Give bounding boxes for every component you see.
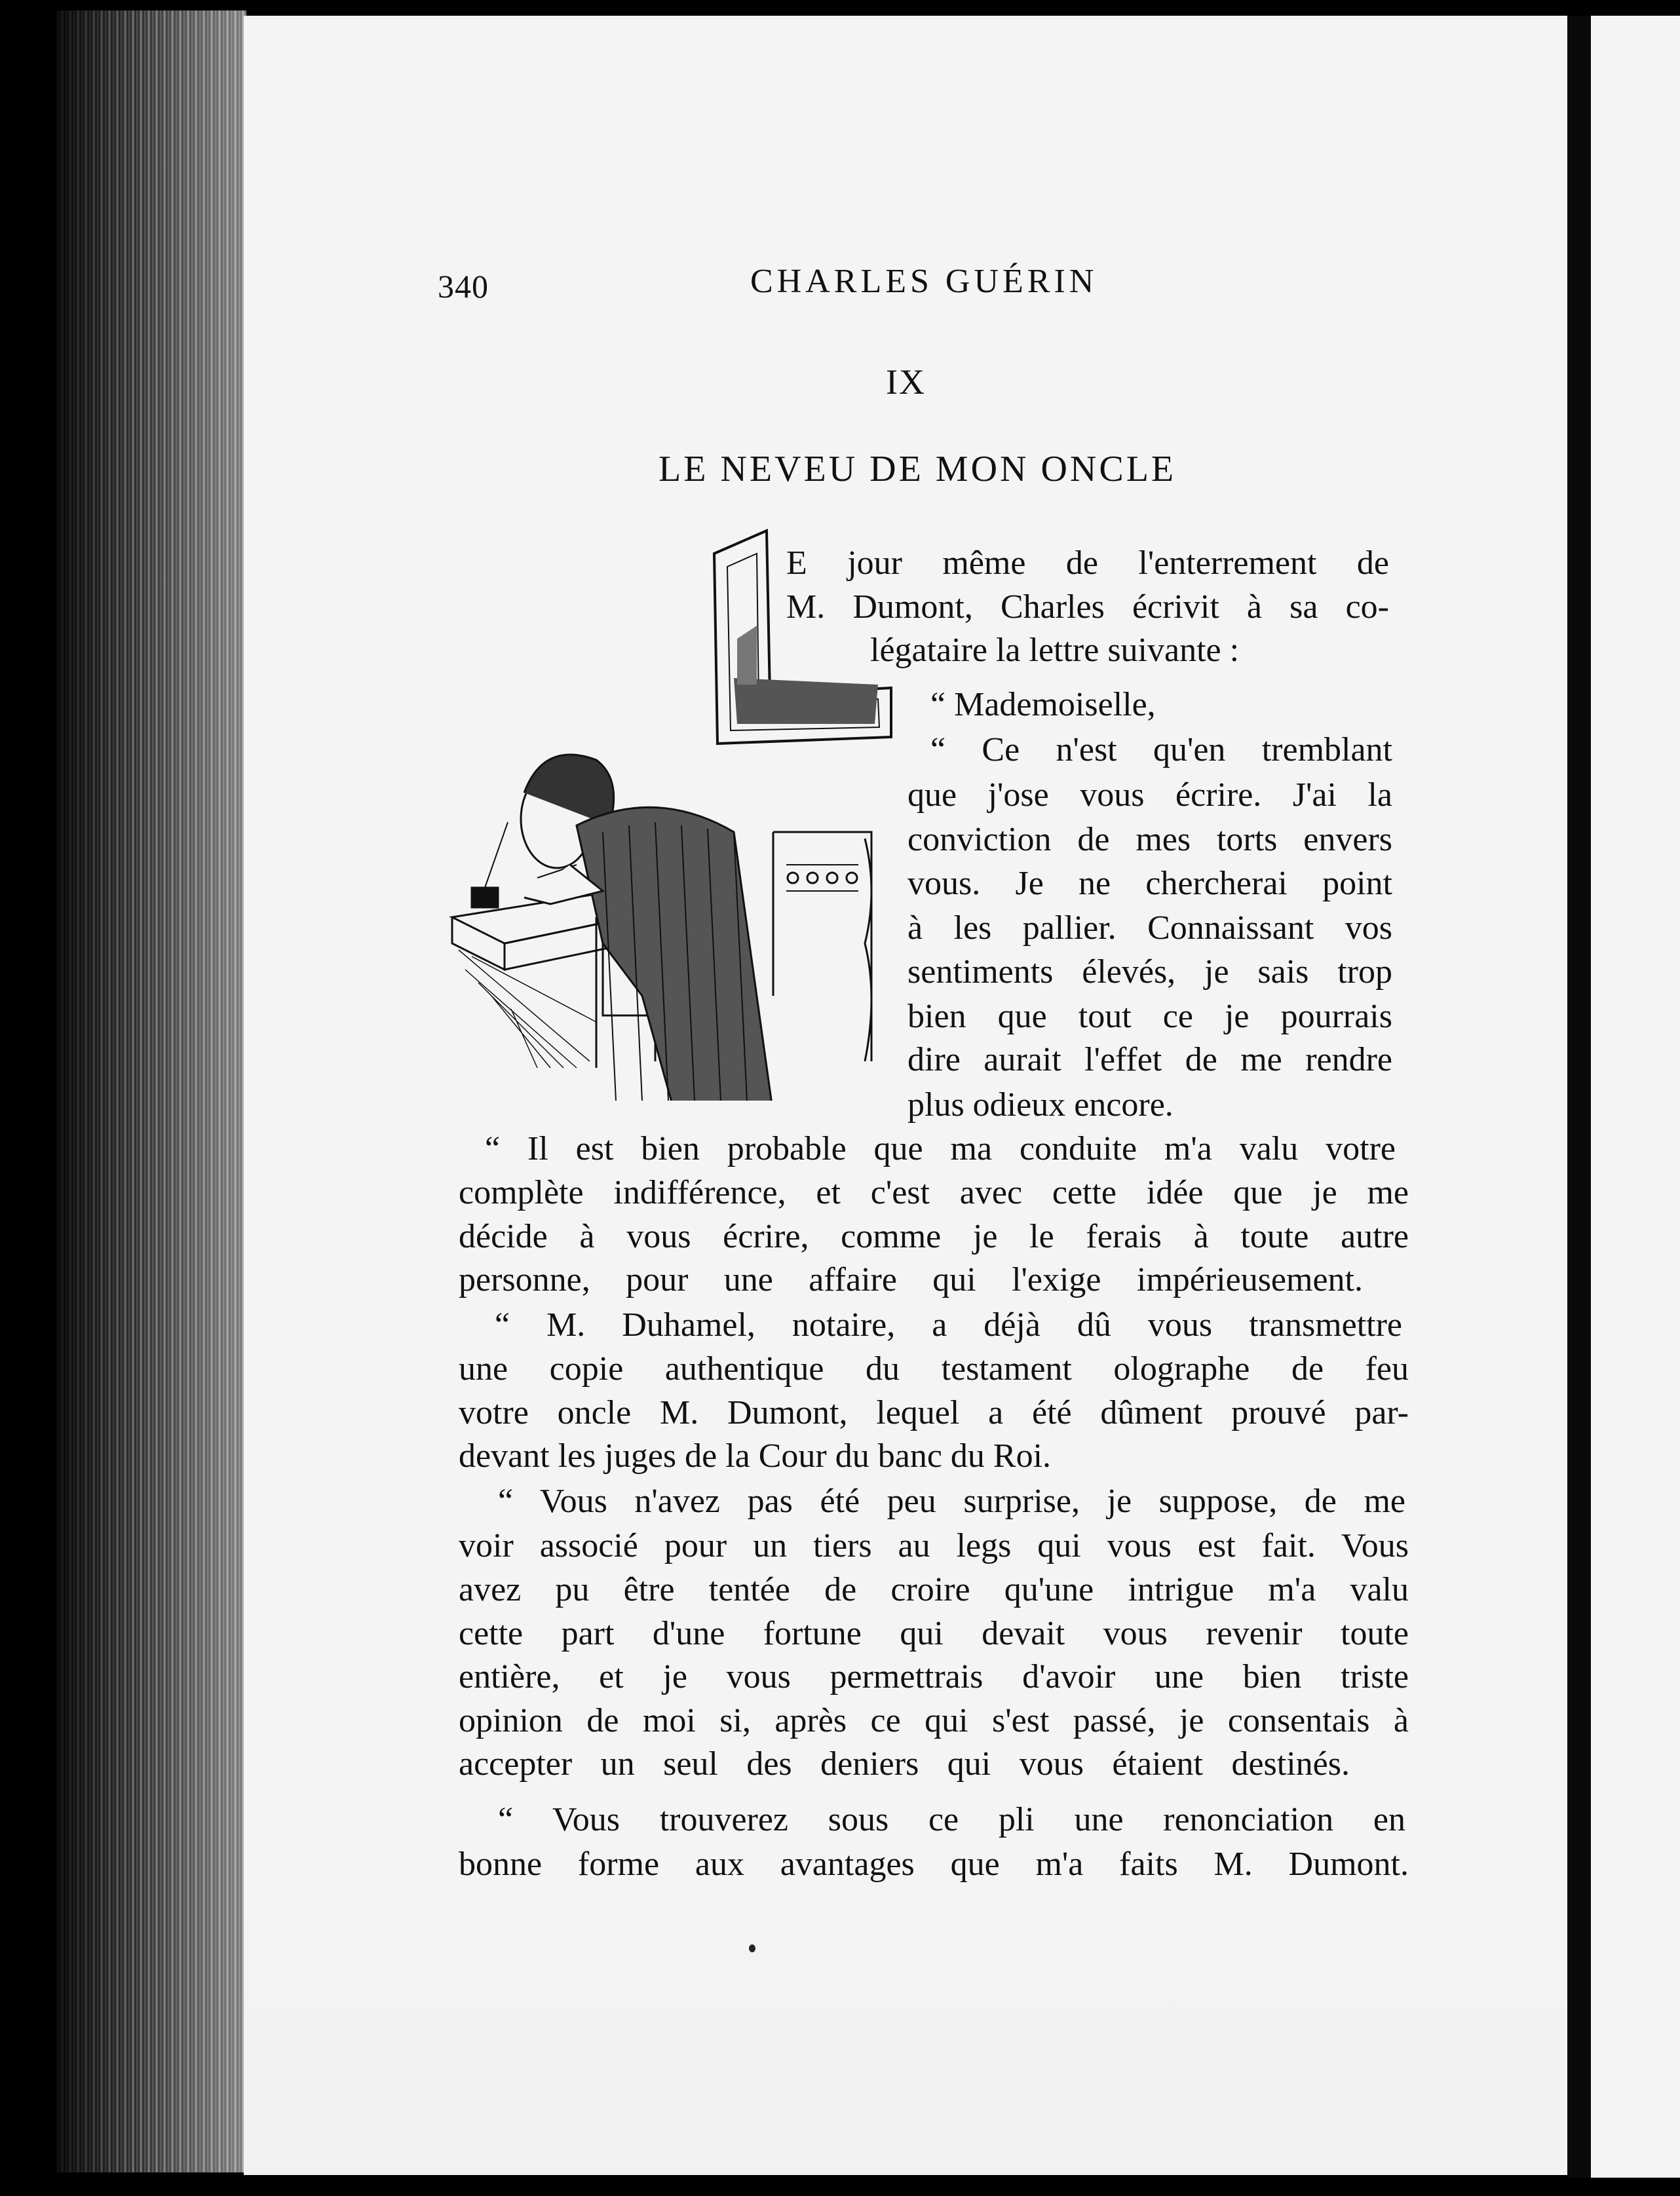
page-number: 340 [438, 268, 489, 305]
text-line: plus odieux encore. [907, 1086, 1174, 1124]
text-line: bien que tout ce je pourrais [907, 998, 1392, 1035]
running-title: CHARLES GUÉRIN [750, 263, 1098, 300]
text-line: vous. Je ne chercherai point [907, 865, 1392, 902]
facing-page-edge [1591, 16, 1680, 2178]
text-line: une copie authentique du testament olographe de feu [459, 1350, 1409, 1388]
text-line: “ Ce n'est qu'en tremblant [930, 731, 1392, 768]
text-line: “ Il est bien probable que ma conduite m'a valu votre [485, 1130, 1396, 1167]
text-line: avez pu être tentée de croire qu'une intrigue m'a valu [459, 1571, 1409, 1608]
book-gutter [1567, 16, 1591, 2178]
text-line: “ M. Duhamel, notaire, a déjà dû vous transmettre [495, 1306, 1402, 1344]
text-line: “ Mademoiselle, [930, 686, 1156, 723]
chapter-number: IX [886, 362, 926, 402]
text-line: opinion de moi si, après ce qui s'est passé, je consentais à [459, 1702, 1409, 1739]
text-line: à les pallier. Connaissant vos [907, 909, 1392, 947]
text-line: votre oncle M. Dumont, lequel a été dûment prouvé par- [459, 1394, 1409, 1431]
text-line: “ Vous n'avez pas été peu surprise, je suppose, de me [498, 1483, 1405, 1520]
text-line: personne, pour une affaire qui l'exige impérieusement. [459, 1261, 1363, 1298]
text-line: complète indifférence, et c'est avec cette idée que je me [459, 1174, 1409, 1211]
text-line: voir associé pour un tiers au legs qui vous est fait. Vous [459, 1527, 1409, 1564]
chapter-title: LE NEVEU DE MON ONCLE [659, 449, 1177, 489]
text-line: E jour même de l'enterrement de [786, 544, 1389, 582]
text-line: entière, et je vous permettrais d'avoir une bien triste [459, 1658, 1409, 1695]
text-line: devant les juges de la Cour du banc du Roi. [459, 1437, 1052, 1475]
book-edge-shading [56, 10, 246, 2172]
text-line: dire aurait l'effet de me rendre [907, 1041, 1392, 1078]
text-line: M. Dumont, Charles écrivit à sa co- [786, 588, 1389, 626]
text-line: légataire la lettre suivante : [870, 632, 1240, 669]
text-line: décide à vous écrire, comme je le ferais à toute autre [459, 1218, 1409, 1255]
text-line: bonne forme aux avantages que m'a faits M. Dumont. [459, 1846, 1409, 1883]
text-line: que j'ose vous écrire. J'ai la [907, 776, 1392, 814]
text-line: cette part d'une fortune qui devait vous revenir toute [459, 1615, 1409, 1652]
text-line: sentiments élevés, je sais trop [907, 953, 1392, 991]
text-line: accepter un seul des deniers qui vous étaient destinés. [459, 1745, 1350, 1783]
ink-speck [749, 1944, 755, 1952]
text-line: conviction de mes torts envers [907, 821, 1392, 858]
text-line: “ Vous trouverez sous ce pli une renonciation en [498, 1801, 1405, 1838]
book-page-lower [244, 1861, 1567, 2175]
